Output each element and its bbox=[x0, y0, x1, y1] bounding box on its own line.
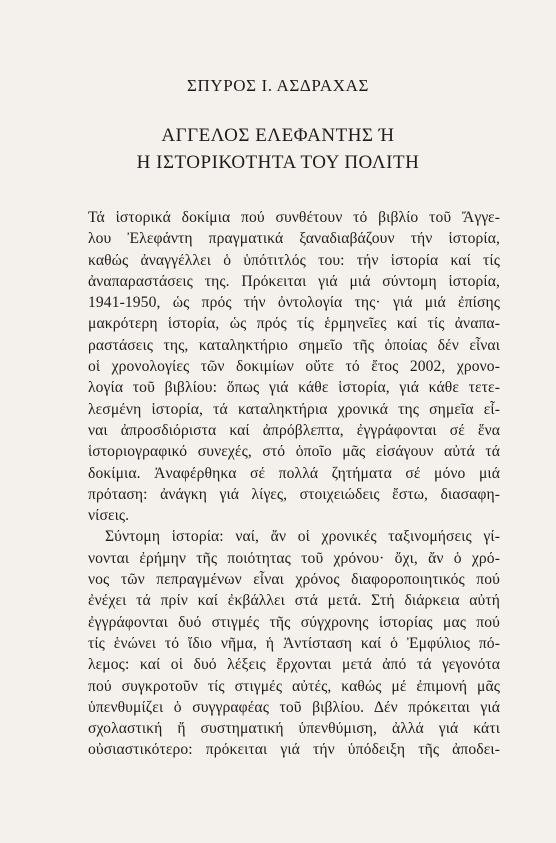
text-line: ἐνέχει τά πρίν καί ἐκβάλλει στά μετά. Στή διάρκεια αὐτή bbox=[88, 592, 500, 610]
text-line: σχολαστική ἤ συστηματική ὑπενθύμιση, ἀλλά γιά κάτι bbox=[88, 720, 500, 738]
text-line: νονται ἐρήμην τῆς ποιότητας τοῦ χρόνου· ὄχι, ἄν ὁ χρό- bbox=[88, 549, 500, 567]
chapter-title-line-1: ΑΓΓΕΛΟΣ ΕΛΕΦΑΝΤΗΣ Ή bbox=[161, 125, 395, 146]
text-line: ραστάσεις της, καταληκτήριο σημεῖο τῆς ὁποίας δέν εἶναι bbox=[88, 336, 500, 354]
text-line: νίσεις. bbox=[88, 507, 130, 525]
text-line: 1941-1950, ὡς πρός τήν ὀντολογία της· γιά μιά ἐπίσης bbox=[88, 294, 500, 312]
body-text bbox=[88, 207, 500, 761]
text-line: ἐγγράφονται δυό στιγμές τῆς σύγχρονης ἱστορίας μας πού bbox=[88, 613, 500, 631]
text-line: ἱστοριογραφικό συνεχές, στό ὁποῖο μᾶς εἰσάγουν αὐτά τά bbox=[88, 443, 500, 461]
text-line: τίς ἑνώνει τό ἴδιο νῆμα, ἡ Ἀντίσταση καί ὁ Ἐμφύλιος πό- bbox=[88, 634, 500, 652]
text-line: Σύντομη ἱστορία: ναί, ἄν οἱ χρονικές ταξινομήσεις γί- bbox=[105, 528, 500, 546]
text-line: καθώς ἀναγγέλλει ὁ ὑπότιτλός του: τήν ἱστορία καί τίς bbox=[88, 251, 500, 269]
text-line: Τά ἱστορικά δοκίμια πού συνθέτουν τό βιβλίο τοῦ Ἄγγε- bbox=[88, 209, 500, 226]
text-line: ἀναπαραστάσεις της. Πρόκειται γιά μιά σύντομη ἱστορία, bbox=[88, 272, 500, 290]
author-name: ΣΠΥΡΟΣ Ι. ΑΣΔΡΑΧΑΣ bbox=[186, 76, 370, 95]
text-line: λεσμένη ἱστορία, τά καταληκτήρια χρονικά της σημεῖα εἶ- bbox=[88, 400, 500, 418]
text-line: λογία τοῦ βιβλίου: ὅπως γιά κάθε ἱστορία, γιά κάθε τετε- bbox=[88, 379, 500, 397]
text-line: λεμος: καί οἱ δυό λέξεις ἔρχονται μετά ἀπό τά γεγονότα bbox=[88, 656, 500, 674]
text-line: ναι ἀπροσδιόριστα καί ἀπρόβλεπτα, ἐγγράφονται σέ ἕνα bbox=[88, 421, 500, 439]
chapter-title-line-2: Η ΙΣΤΟΡΙΚΟΤΗΤΑ ΤΟΥ ΠΟΛΙΤΗ bbox=[136, 152, 420, 173]
text-line: ὑπενθυμίζει ὁ συγγραφέας τοῦ βιβλίου. Δέν πρόκειται γιά bbox=[88, 698, 500, 716]
text-line: οἱ χρονολογίες τῶν δοκιμίων οὔτε τό ἔτος 2002, χρονο- bbox=[88, 358, 500, 376]
text-line: νος τῶν πεπραγμένων εἶναι χρόνος διαφοροποιητικός πού bbox=[88, 571, 500, 589]
text-line: μακρότερη ἱστορία, ὡς πρός τίς ἑρμηνεῖες καί τίς ἀναπα- bbox=[88, 315, 500, 333]
text-line: λου Ἐλεφάντη πραγματικά ξαναδιαβάζουν τήν ἱστορία, bbox=[88, 230, 500, 248]
text-line: πρόταση: ἀνάγκη γιά λίγες, στοιχειώδεις ἔστω, διασαφη- bbox=[88, 485, 500, 503]
text-line: πού συγκροτοῦν τίς στιγμές αὐτές, καθώς μέ ἐπιμονή μᾶς bbox=[88, 677, 500, 695]
text-line: δοκίμια. Ἀναφέρθηκα σέ πολλά ζητήματα σέ μόνο μιά bbox=[88, 464, 500, 482]
text-line: οὐσιαστικότερο: πρόκειται γιά τήν ὑπόδειξη τῆς ἀποδει- bbox=[88, 741, 500, 759]
